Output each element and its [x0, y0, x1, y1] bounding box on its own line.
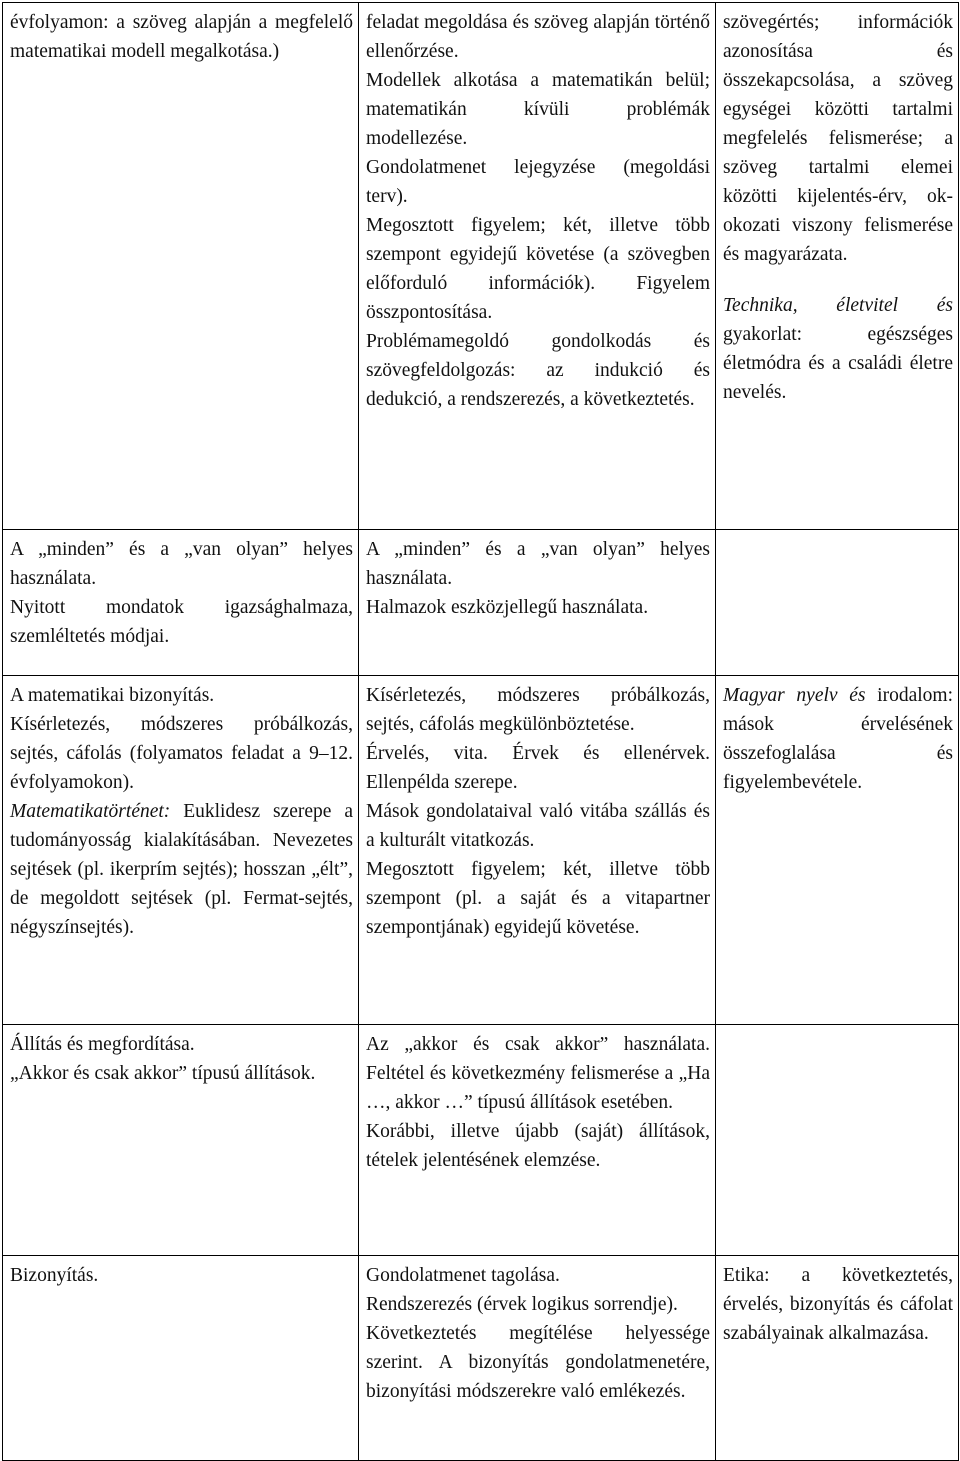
topic-cell — [3, 3, 359, 530]
cell-text: Nyitott mondatok igazsághalmaza, szemléltetés módjai. — [10, 597, 353, 647]
table-row — [3, 676, 959, 1025]
cell-text: Halmazok eszközjellegű használata. — [366, 597, 649, 618]
cell-text: Az „akkor és csak akkor” használata. Feltétel és következmény felismerése a „Ha …, akkor …” típusú állítások esetében. — [366, 1034, 710, 1113]
cross-curricular-note — [723, 291, 953, 407]
cell-text: szövegértés; információk azonosítása és összekapcsolása, a szöveg egységei közötti tartalmi megfelelés felismerése; a szöveg tartalmi elemei közötti kijelentés-érv, ok-okozati viszony felismerése és magyarázata. — [723, 12, 953, 265]
cell-text: Következtetés megítélése helyessége szerint. A bizonyítás gondolatmenetére, bizonyítási módszerekre való emlékezés. — [366, 1323, 710, 1402]
cell-text: A „minden” és a „van olyan” helyes használata. — [10, 539, 353, 589]
connection-cell — [716, 1025, 959, 1256]
cell-text: gyakorlat: egészséges életmódra és a családi életre nevelés. — [723, 324, 953, 403]
cell-text: Érvelés, vita. Érvek és ellenérvek. Ellenpélda szerepe. — [366, 743, 710, 793]
table-row — [3, 3, 959, 530]
cell-text: „Akkor és csak akkor” típusú állítások. — [10, 1063, 316, 1084]
topic-cell — [3, 1256, 359, 1461]
cell-text: A matematikai bizonyítás. — [10, 685, 215, 706]
activity-cell — [359, 676, 716, 1025]
cell-text: Megosztott figyelem; két, illetve több szempont egyidejű követése (a szövegben előforduló információk). Figyelem összpontosítása. — [366, 215, 710, 323]
cell-text: Gondolatmenet tagolása. — [366, 1265, 560, 1286]
subject-name: Matematikatörténet: — [10, 801, 171, 822]
connection-cell — [716, 530, 959, 676]
cell-text: Rendszerezés (érvek logikus sorrendje). — [366, 1294, 678, 1315]
cell-text: Modellek alkotása a matematikán belül; matematikán kívüli problémák modellezése. — [366, 70, 710, 149]
cell-text: Megosztott figyelem; két, illetve több szempont (pl. a saját és a vitapartner szempontjának) egyidejű követése. — [366, 859, 710, 938]
cell-text: évfolyamon: a szöveg alapján a megfelelő matematikai modell megalkotása.) — [10, 12, 353, 62]
cell-text: Mások gondolataival való vitába szállás és a kulturált vitatkozás. — [366, 801, 710, 851]
cell-text: Problémamegoldó gondolkodás és szövegfeldolgozás: az indukció és dedukció, a rendszerezés, a következtetés. — [366, 331, 710, 410]
topic-cell — [3, 530, 359, 676]
cell-text: A „minden” és a „van olyan” helyes használata. — [366, 539, 710, 589]
activity-cell — [359, 1256, 716, 1461]
activity-cell — [359, 530, 716, 676]
subject-name: Magyar nyelv és — [723, 685, 866, 706]
cell-text: Euklidesz szerepe a tudományosság kialakításában. Nevezetes sejtések (pl. ikerprím sejtés); hosszan „élt”, de megoldott sejtések (pl. Fermat-sejtés, négyszínsejtés). — [10, 801, 353, 938]
curriculum-table — [2, 2, 959, 1461]
activity-cell — [359, 3, 716, 530]
cell-text: irodalom: mások érvelésének összefoglalása és figyelembevétele. — [723, 685, 953, 793]
cell-text: Korábbi, illetve újabb (saját) állítások, tételek jelentésének elemzése. — [366, 1121, 710, 1171]
connection-cell — [716, 676, 959, 1025]
history-note — [10, 797, 353, 942]
cross-curricular-note — [723, 681, 953, 797]
table-row — [3, 530, 959, 676]
cell-text: Kísérletezés, módszeres próbálkozás, sejtés, cáfolás megkülönböztetése. — [366, 685, 710, 735]
cell-text: Gondolatmenet lejegyzése (megoldási terv). — [366, 157, 710, 207]
subject-name: Technika, életvitel és — [723, 295, 953, 316]
connection-cell — [716, 3, 959, 530]
cell-text: Állítás és megfordítása. — [10, 1034, 195, 1055]
cell-text: feladat megoldása és szöveg alapján történő ellenőrzése. — [366, 12, 710, 62]
table-row — [3, 1025, 959, 1256]
connection-cell — [716, 1256, 959, 1461]
cell-text: Etika: a következtetés, érvelés, bizonyítás és cáfolat szabályainak alkalmazása. — [723, 1265, 953, 1344]
topic-cell — [3, 1025, 359, 1256]
table-row — [3, 1256, 959, 1461]
cell-text: Bizonyítás. — [10, 1265, 99, 1286]
topic-cell — [3, 676, 359, 1025]
activity-cell — [359, 1025, 716, 1256]
cell-text: Kísérletezés, módszeres próbálkozás, sejtés, cáfolás (folyamatos feladat a 9‒12. évfolyamokon). — [10, 714, 353, 793]
